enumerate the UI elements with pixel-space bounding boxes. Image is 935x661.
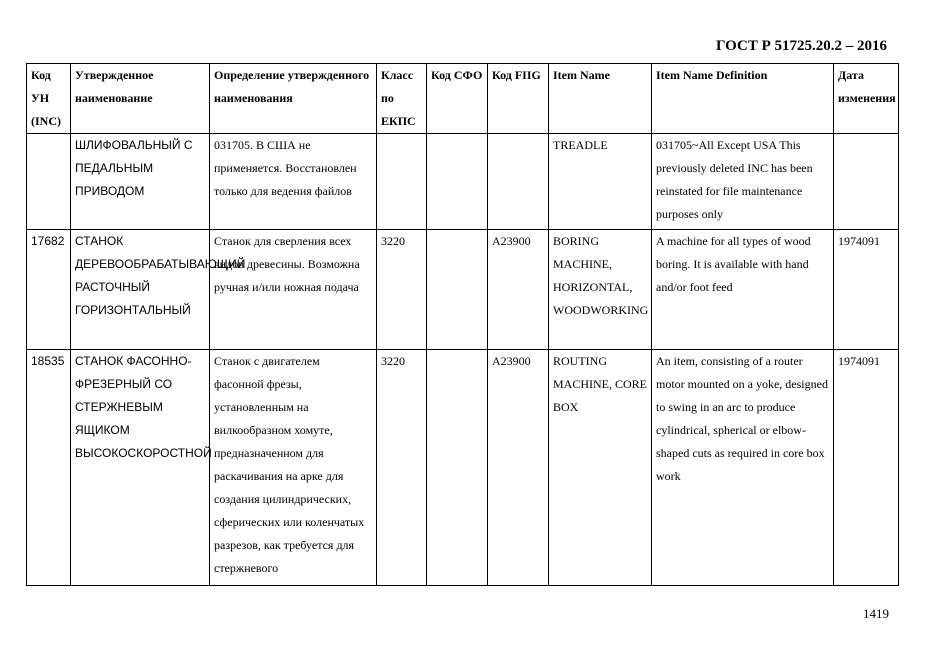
catalog-table: [26, 63, 899, 586]
date-cell: [834, 134, 899, 230]
class-cell: 3220: [377, 350, 427, 586]
sfo-cell: [427, 134, 488, 230]
fiig-cell: [488, 134, 549, 230]
item-name-cell: TREADLE: [549, 134, 652, 230]
inc-cell: 17682: [27, 230, 71, 350]
document-header: ГОСТ Р 51725.20.2 – 2016: [715, 38, 887, 54]
date-cell: 1974091: [834, 230, 899, 350]
table-row: [27, 350, 899, 586]
approved-name-cell: СТАНОК ФАСОННО-ФРЕЗЕРНЫЙ СО СТЕРЖНЕВЫМ ЯЩИКОМ ВЫСОКОСКОРОСТНОЙ: [71, 350, 210, 586]
column-header: Класс по ЕКПС: [377, 64, 427, 134]
column-header: Код СФО: [427, 64, 488, 134]
item-name-cell: ROUTING MACHINE, CORE BOX: [549, 350, 652, 586]
inc-cell: [27, 134, 71, 230]
column-header: Определение утвержденного наименования: [210, 64, 377, 134]
approved-name-cell: ШЛИФОВАЛЬНЫЙ С ПЕДАЛЬНЫМ ПРИВОДОМ: [71, 134, 210, 230]
definition-cell: Станок для сверления всех видов древесины. Возможна ручная и/или ножная подача: [210, 230, 377, 350]
definition-cell: 031705. В США не применяется. Восстановлен только для ведения файлов: [210, 134, 377, 230]
class-cell: 3220: [377, 230, 427, 350]
sfo-cell: [427, 230, 488, 350]
page-number: 1419: [863, 606, 889, 621]
approved-name-cell: СТАНОК ДЕРЕВООБРАБАТЫВАЮЩИЙ РАСТОЧНЫЙ ГОРИЗОНТАЛЬНЫЙ: [71, 230, 210, 350]
fiig-cell: A23900: [488, 350, 549, 586]
definition-cell: Станок с двигателем фасонной фрезы, установленным на вилкообразном хомуте, предназначенном для раскачивания на арке для создания цилиндрических, сферических или коленчатых разрезов, как требуется для стержневого: [210, 350, 377, 586]
table-header-row: [27, 64, 899, 134]
item-definition-cell: A machine for all types of wood boring. It is available with hand and/or foot feed: [652, 230, 834, 350]
column-header: Дата изменения: [834, 64, 899, 134]
column-header: Код УН (INC): [27, 64, 71, 134]
column-header: Item Name Definition: [652, 64, 834, 134]
item-definition-cell: An item, consisting of a router motor mounted on a yoke, designed to swing in an arc to produce cylindrical, spherical or elbow-shaped cuts as required in core box work: [652, 350, 834, 586]
class-cell: [377, 134, 427, 230]
item-name-cell: BORING MACHINE, HORIZONTAL, WOODWORKING: [549, 230, 652, 350]
table-row: [27, 134, 899, 230]
column-header: Item Name: [549, 64, 652, 134]
fiig-cell: A23900: [488, 230, 549, 350]
inc-cell: 18535: [27, 350, 71, 586]
item-definition-cell: 031705~All Except USA This previously deleted INC has been reinstated for file maintenance purposes only: [652, 134, 834, 230]
table-row: [27, 230, 899, 350]
sfo-cell: [427, 350, 488, 586]
column-header: Утвержденное наименование: [71, 64, 210, 134]
date-cell: 1974091: [834, 350, 899, 586]
column-header: Код FIIG: [488, 64, 549, 134]
